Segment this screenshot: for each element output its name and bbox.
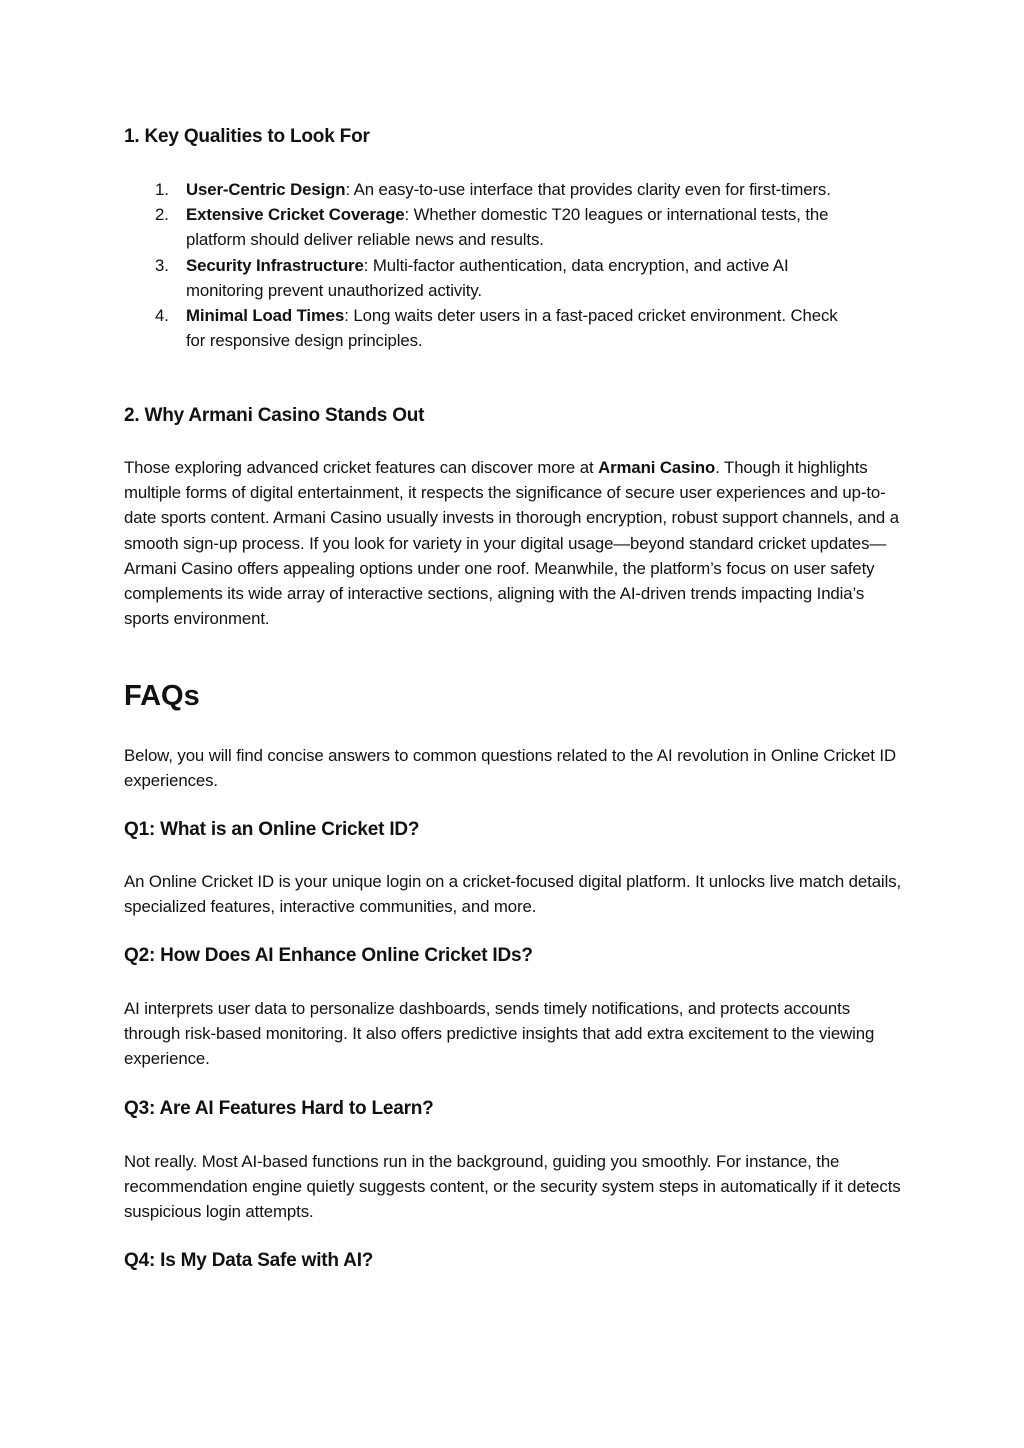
list-item-text: : An easy-to-use interface that provides clarity even for first-timers. (345, 180, 831, 199)
list-item-term: Minimal Load Times (186, 306, 345, 326)
key-qualities-list (124, 177, 840, 353)
faq-answer: Not really. Most AI-based functions run in the background, guiding you smoothly. For instance, the recommendation engine quietly suggests content, or the security system steps in automatically if it detects suspicious login attempts. (124, 1152, 901, 1222)
list-item-text: : Whether domestic T20 leagues or international tests, the platform should deliver reliable news and results. (186, 205, 829, 250)
list-item (124, 177, 840, 202)
list-item (124, 253, 840, 303)
section-heading-armani: 2. Why Armani Casino Stands Out (124, 405, 425, 426)
list-item-term: Security Infrastructure (186, 255, 364, 275)
list-number: 1. (155, 180, 169, 199)
faq-question: Q4: Is My Data Safe with AI? (124, 1250, 374, 1271)
faq-question: Q1: What is an Online Cricket ID? (124, 819, 420, 840)
faq-question: Q2: How Does AI Enhance Online Cricket IDs? (124, 945, 533, 966)
list-number: 2. (155, 205, 169, 225)
list-item-text: : Long waits deter users in a fast-paced cricket environment. Check for responsive design principles. (186, 306, 838, 351)
faqs-title: FAQs (124, 680, 200, 712)
armani-link-text: Armani Casino (598, 458, 716, 477)
faqs-intro: Below, you will find concise answers to common questions related to the AI revolution in Online Cricket ID experiences. (124, 746, 896, 791)
faq-answer: AI interprets user data to personalize dashboards, sends timely notifications, and protects accounts through risk-based monitoring. It also offers predictive insights that add extra excitement to the viewing experience. (124, 999, 875, 1069)
list-item-text: : Multi-factor authentication, data encryption, and active AI monitoring prevent unauthorized activity. (186, 255, 789, 300)
list-item (124, 303, 840, 353)
list-item (124, 202, 840, 252)
faq-answer: An Online Cricket ID is your unique login on a cricket-focused digital platform. It unlocks live match details, specialized features, interactive communities, and more. (124, 872, 902, 917)
list-number: 3. (155, 255, 169, 275)
faq-question: Q3: Are AI Features Hard to Learn? (124, 1098, 434, 1119)
list-number: 4. (155, 306, 169, 326)
list-item-term: Extensive Cricket Coverage (186, 205, 405, 225)
section-heading-key-qualities: 1. Key Qualities to Look For (124, 126, 370, 147)
list-item-term: User-Centric Design (186, 180, 346, 199)
armani-paragraph: Those exploring advanced cricket features can discover more at Armani Casino. Though it highlights multiple forms of digital entertainment, it respects the significance of secure user experiences and up-to-date sports content. Armani Casino usually invests in thorough encryption, robust support channels, and a smooth sign-up process. If you look for variety in your digital usage—beyond standard cricket updates—Armani Casino offers appealing options under one roof. Meanwhile, the platform’s focus on user safety complements its wide array of interactive sections, aligning with the AI-driven trends impacting India’s sports environment. (124, 458, 899, 629)
